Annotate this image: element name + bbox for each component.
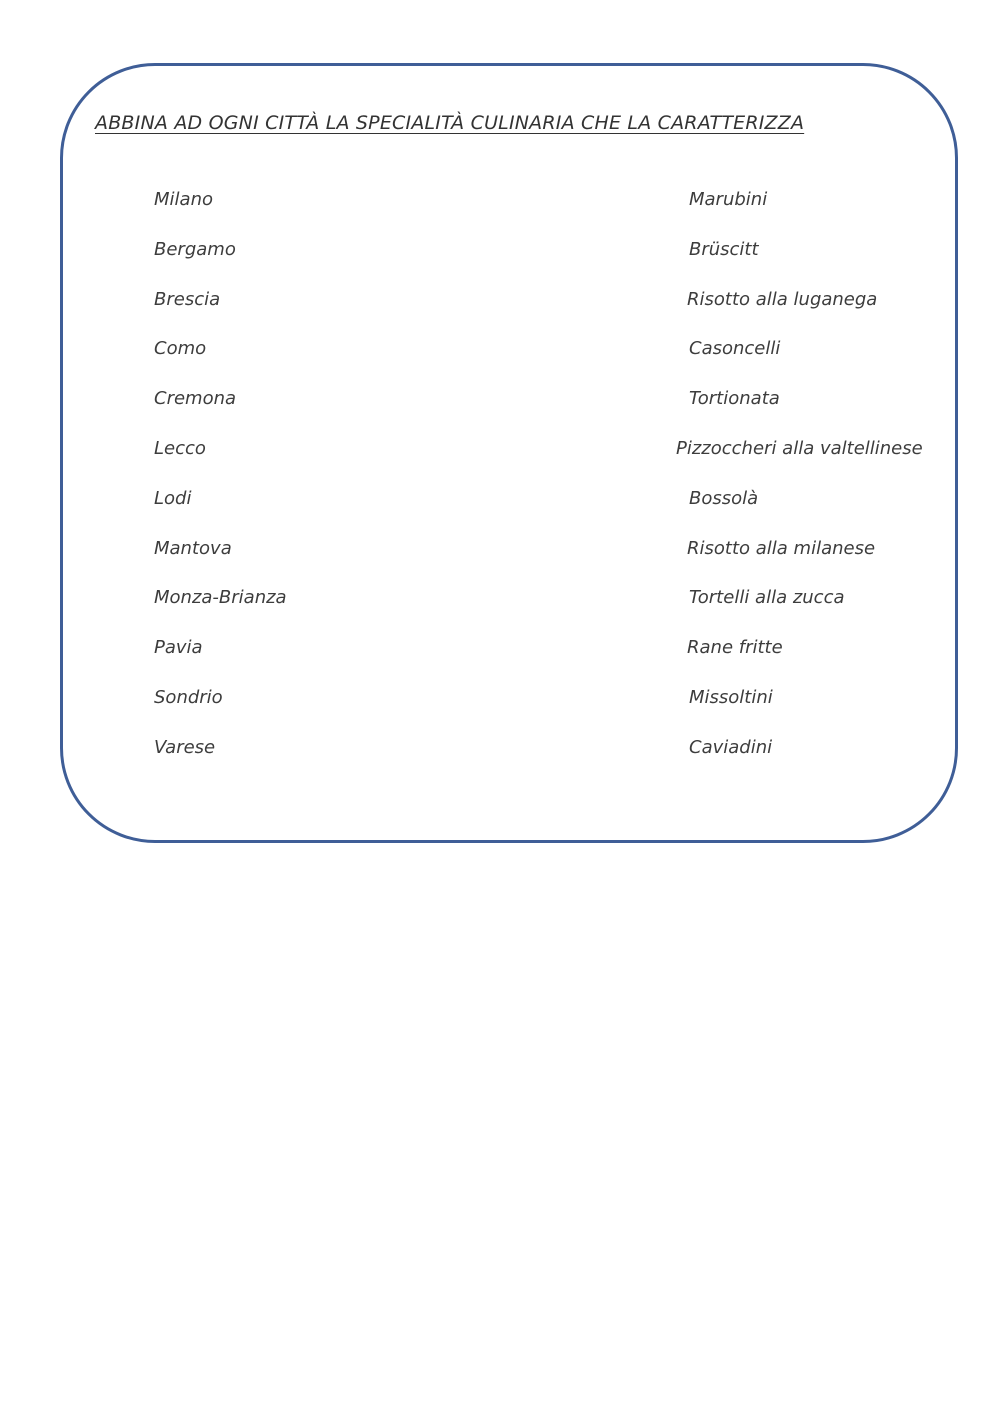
specialty-item: Pizzoccheri alla valtellinese xyxy=(676,437,923,459)
specialty-item: Marubini xyxy=(689,189,768,210)
specialty-item: Tortionata xyxy=(689,388,780,410)
city-item: Sondrio xyxy=(154,686,223,708)
city-item: Milano xyxy=(154,189,213,210)
specialty-item: Brüscitt xyxy=(689,238,759,260)
specialty-item: Caviadini xyxy=(689,736,773,758)
city-item: Lecco xyxy=(154,437,206,459)
specialty-item: Tortelli alla zucca xyxy=(689,587,845,609)
specialty-list xyxy=(676,186,923,784)
city-item: Mantova xyxy=(154,537,232,559)
worksheet-title: ABBINA AD OGNI CITTÀ LA SPECIALITÀ CULINARIA CHE LA CARATTERIZZA xyxy=(95,112,805,134)
city-item: Brescia xyxy=(154,288,221,310)
city-item: Como xyxy=(154,338,207,360)
specialty-item: Casoncelli xyxy=(689,338,781,360)
city-item: Varese xyxy=(154,736,216,758)
city-item: Cremona xyxy=(154,388,237,410)
specialty-item: Bossolà xyxy=(689,487,759,509)
specialty-item: Missoltini xyxy=(689,686,773,708)
city-item: Bergamo xyxy=(154,238,236,260)
city-item: Pavia xyxy=(154,637,203,659)
city-item: Lodi xyxy=(154,487,192,509)
city-list xyxy=(154,186,287,784)
specialty-item: Risotto alla milanese xyxy=(687,537,876,559)
specialty-item: Rane fritte xyxy=(687,637,783,659)
city-item: Monza-Brianza xyxy=(154,587,287,609)
specialty-item: Risotto alla luganega xyxy=(687,288,878,310)
